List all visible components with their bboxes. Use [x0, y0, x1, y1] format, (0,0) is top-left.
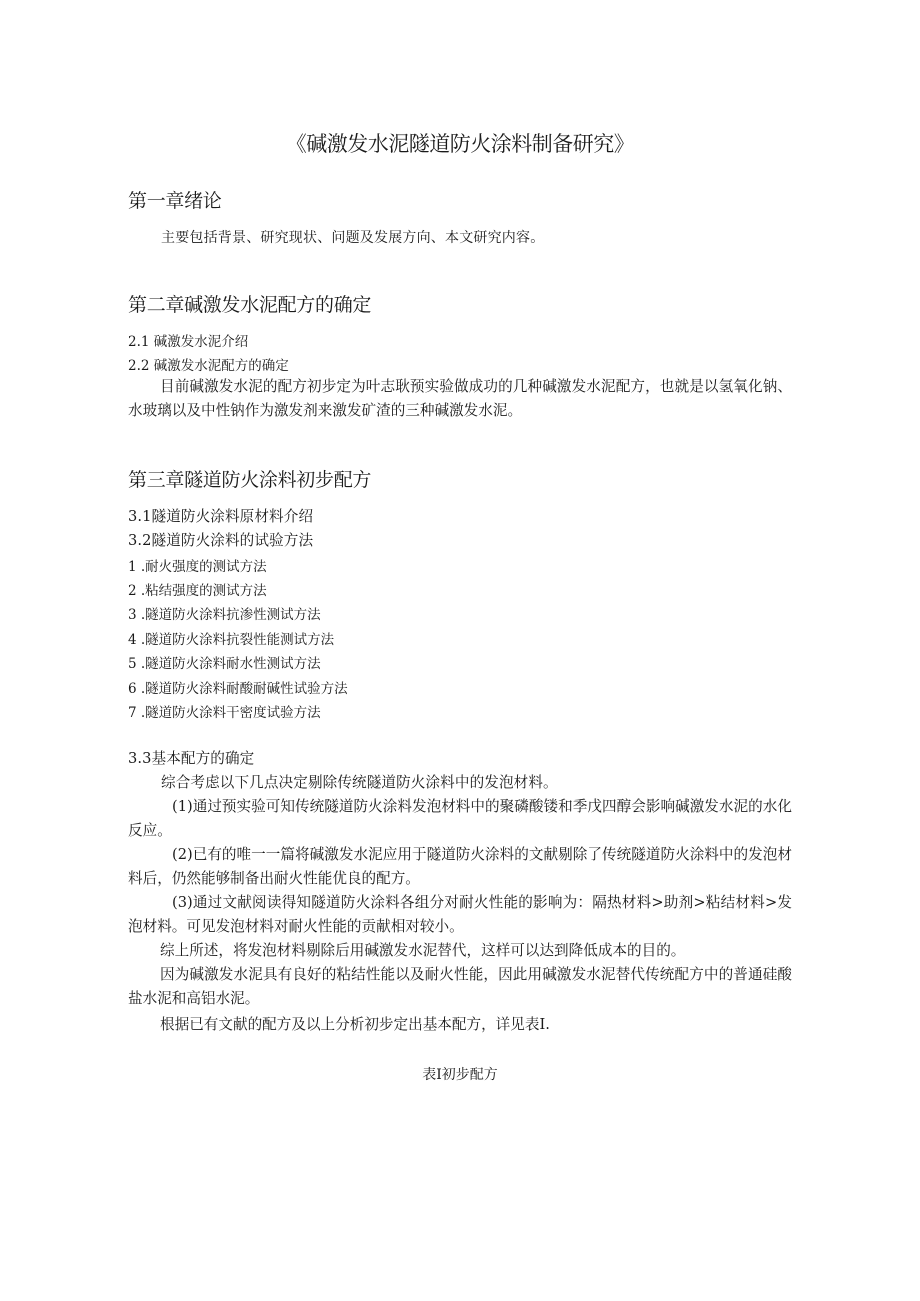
- reason-paragraph: 因为碱激发水泥具有良好的粘结性能以及耐火性能，因此用碱激发水泥替代传统配方中的普通硅酸盐水泥和高铝水泥。: [128, 966, 792, 1007]
- method-item-4: 4 .隧道防火涂料抗裂性能测试方法: [128, 632, 335, 648]
- chapter-1-heading: 第一章绪论: [128, 190, 222, 212]
- chapter-2-paragraph: 目前碱激发水泥的配方初步定为叶志耿预实验做成功的几种碱激发水泥配方，也就是以氢氧化钠、水玻璃以及中性钠作为激发剂来激发矿渣的三种碱激发水泥。: [128, 378, 792, 419]
- chapter-2-heading: 第二章碱激发水泥配方的确定: [128, 294, 372, 316]
- section-2-2: 2.2 碱激发水泥配方的确定: [128, 358, 289, 374]
- section-3-3: 3.3基本配方的确定: [128, 750, 255, 767]
- table-caption: 表I初步配方: [422, 1067, 498, 1083]
- section-3-2: 3.2隧道防火涂料的试验方法: [128, 532, 314, 549]
- basis-paragraph: 根据已有文献的配方及以上分析初步定出基本配方，详见表I.: [160, 1016, 550, 1033]
- point-1-paragraph: (1)通过预实验可知传统隧道防火涂料发泡材料中的聚磷酸镂和季戊四醇会影响碱激发水泥的水化反应。: [128, 798, 792, 839]
- method-item-5: 5 .隧道防火涂料耐水性测试方法: [128, 656, 321, 672]
- method-item-7: 7 .隧道防火涂料干密度试验方法: [128, 705, 321, 721]
- method-item-6: 6 .隧道防火涂料耐酸耐碱性试验方法: [128, 681, 348, 697]
- section-2-1: 2.1 碱激发水泥介绍: [128, 334, 249, 350]
- section-3-3-intro: 综合考虑以下几点决定剔除传统隧道防火涂料中的发泡材料。: [161, 774, 558, 791]
- method-item-1: 1 .耐火强度的测试方法: [128, 559, 267, 575]
- method-item-3: 3 .隧道防火涂料抗渗性测试方法: [128, 607, 321, 623]
- chapter-1-text: 主要包括背景、研究现状、问题及发展方向、本文研究内容。: [161, 230, 545, 246]
- method-item-2: 2 .粘结强度的测试方法: [128, 583, 267, 599]
- point-2-paragraph: (2)已有的唯一一篇将碱激发水泥应用于隧道防火涂料的文献剔除了传统隧道防火涂料中的发泡材料后，仍然能够制备出耐火性能优良的配方。: [128, 846, 792, 887]
- chapter-3-heading: 第三章隧道防火涂料初步配方: [128, 469, 372, 491]
- section-3-1: 3.1隧道防火涂料原材料介绍: [128, 508, 314, 525]
- point-3-paragraph: (3)通过文献阅读得知隧道防火涂料各组分对耐火性能的影响为：隔热材料>助剂>粘结材料>发泡材料。可见发泡材料对耐火性能的贡献相对较小。: [128, 894, 792, 935]
- summary-paragraph: 综上所述，将发泡材料剔除后用碱激发水泥替代，这样可以达到降低成本的目的。: [160, 942, 686, 959]
- document-title: 《碱激发水泥隧道防火涂料制备研究》: [285, 132, 635, 156]
